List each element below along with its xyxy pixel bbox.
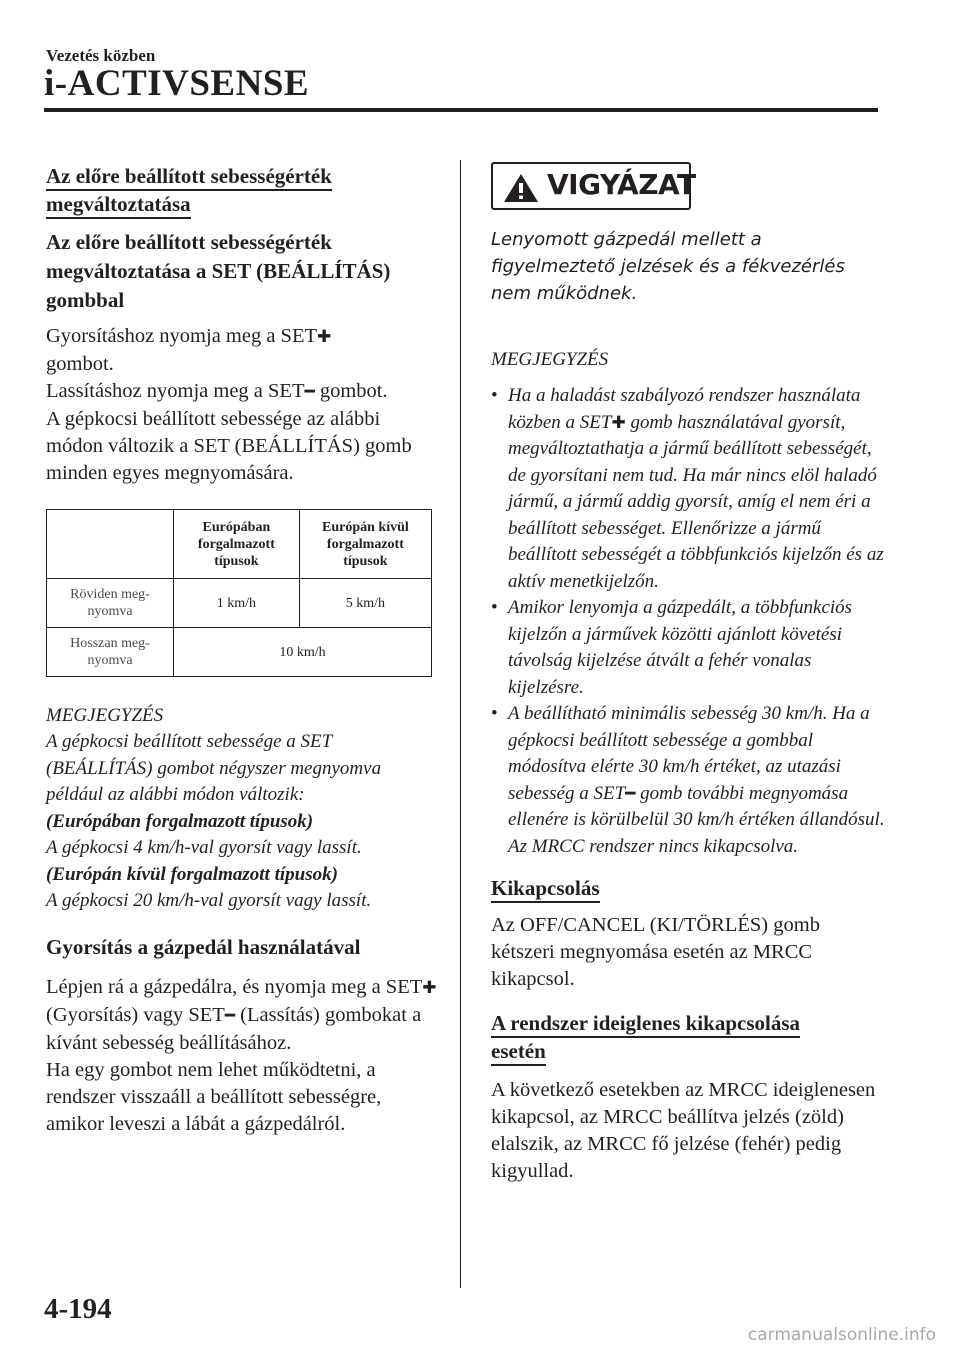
table-cell: 10 km/h bbox=[174, 628, 432, 677]
minus-icon: ━ bbox=[304, 382, 315, 402]
table-col-non-europe: Európán kívül forgalmazott típusok bbox=[299, 510, 431, 579]
plus-icon: ✚ bbox=[611, 412, 626, 433]
bullet-icon: • bbox=[491, 703, 498, 724]
table-row bbox=[47, 579, 432, 628]
chapter-title: i-ACTIVSENSE bbox=[44, 63, 310, 104]
speed-change-paragraph: Gyorsításhoz nyomja meg a SET✚ gombot. Lassításhoz nyomja meg a SET━ gombot. A gépkocsi beállított sebessége az alábbi módon változik a SET (BEÁLLÍTÁS) gomb minden egyes megnyomására. bbox=[46, 325, 412, 484]
note-europe-heading: (Európában forgalmazott típusok) bbox=[46, 810, 314, 832]
table-cell: 1 km/h bbox=[174, 579, 300, 628]
deactivation-heading: Kikapcsolás bbox=[491, 874, 886, 902]
temporary-off-paragraph: A következő esetekben az MRCC ideiglenesen kikapcsol, az MRCC beállítva jelzés (zöld) elalszik, az MRCC fő jelzése (fehér) pedig kigyullad. bbox=[491, 1079, 876, 1182]
warning-triangle-icon bbox=[503, 173, 539, 203]
accelerator-heading: Gyorsítás a gázpedál használatával bbox=[46, 934, 361, 959]
bullet-icon: • bbox=[491, 385, 498, 406]
left-column bbox=[46, 162, 438, 1138]
table-row bbox=[47, 628, 432, 677]
list-item: • A beállítható minimális sebesség 30 km/h. Ha a gépkocsi beállított sebessége a gombbal módosítva elérte 30 km/h értéket, az utazási sebesség a SET━ gomb további megnyomása ellenére is körülbelül 30 km/h értéken állandósul. Az MRCC rendszer nincs kikapcsolva. bbox=[491, 703, 885, 857]
note-title: MEGJEGYZÉS bbox=[491, 349, 609, 370]
table-cell: 5 km/h bbox=[299, 579, 431, 628]
deactivation-paragraph: Az OFF/CANCEL (KI/TÖRLÉS) gomb kétszeri megnyomása esetén az MRCC kikapcsol. bbox=[491, 914, 820, 990]
table-corner-cell bbox=[47, 510, 174, 579]
caution-text: Lenyomott gázpedál mellett a figyelmeztető jelzések és a fékvezérlés nem működnek. bbox=[491, 229, 845, 304]
note-europe-text: A gépkocsi 4 km/h-val gyorsít vagy lassít. bbox=[46, 837, 362, 858]
table-col-europe: Európában forgalmazott típusok bbox=[174, 510, 300, 579]
temporary-off-heading: A rendszer ideiglenes kikapcsolása esetén bbox=[491, 1009, 886, 1065]
section-name: Vezetés közben bbox=[46, 46, 156, 65]
minus-icon: ━ bbox=[224, 1005, 236, 1026]
section-heading-line1: Az előre beállított sebességérték bbox=[46, 164, 332, 191]
note-text: A gépkocsi beállított sebessége a SET (BEÁLLÍTÁS) gombot négyszer megnyomva például az alábbi módon változik: bbox=[46, 731, 382, 805]
table-row-label: Röviden meg-nyomva bbox=[47, 579, 174, 628]
plus-icon: ✚ bbox=[422, 977, 437, 998]
note-block-left bbox=[46, 703, 438, 915]
section-heading-line2: megváltoztatása bbox=[46, 192, 191, 219]
watermark: carmanualsonline.info bbox=[747, 1325, 936, 1345]
note-non-europe-text: A gépkocsi 20 km/h-val gyorsít vagy lassít. bbox=[46, 890, 372, 911]
caution-label: VIGYÁZAT bbox=[547, 168, 696, 201]
speed-step-table bbox=[46, 509, 432, 677]
column-divider bbox=[460, 160, 461, 1288]
list-item: • Ha a haladást szabályozó rendszer használata közben a SET✚ gomb használatával gyorsít, megváltoztathatja a jármű beállított sebességét, de gyorsítani nem tud. Ha már nincs elöl haladó jármű, a jármű addig gyorsít, amíg el nem éri a beállított sebességet. Ellenőrizze a jármű beállított sebességét a többfunkciós kijelzőn és az aktív menetkijelzőn. bbox=[491, 385, 884, 592]
minus-icon: ━ bbox=[625, 783, 636, 804]
note-bullet-list bbox=[491, 383, 886, 860]
list-item: • Amikor lenyomja a gázpedált, a többfunkciós kijelzőn a járművek közötti ajánlott követési távolság kijelzése átvált a fehér vonalas kijelzésre. bbox=[491, 597, 853, 698]
right-column bbox=[491, 162, 886, 1185]
page-number: 4-194 bbox=[44, 1293, 112, 1325]
note-title: MEGJEGYZÉS bbox=[46, 705, 164, 726]
caution-box bbox=[491, 162, 696, 210]
bullet-icon: • bbox=[491, 597, 498, 618]
subsection-heading: Az előre beállított sebességérték megváltoztatása a SET (BEÁLLÍTÁS) gombbal bbox=[46, 230, 391, 312]
accelerator-paragraph: Lépjen rá a gázpedálra, és nyomja meg a SET✚ (Gyorsítás) vagy SET━ (Lassítás) gombokat a kívánt sebesség beállításához. Ha egy gombot nem lehet működtetni, a rendszer visszaáll a beállított sebességre, amikor leveszi a lábát a gázpedálról. bbox=[46, 975, 437, 1135]
table-header-row bbox=[47, 510, 432, 579]
header-rule bbox=[44, 108, 878, 112]
table-row-label: Hosszan meg-nyomva bbox=[47, 628, 174, 677]
note-non-europe-heading: (Európán kívül forgalmazott típusok) bbox=[46, 863, 338, 885]
section-heading bbox=[46, 162, 438, 218]
plus-icon: ✚ bbox=[317, 327, 332, 347]
